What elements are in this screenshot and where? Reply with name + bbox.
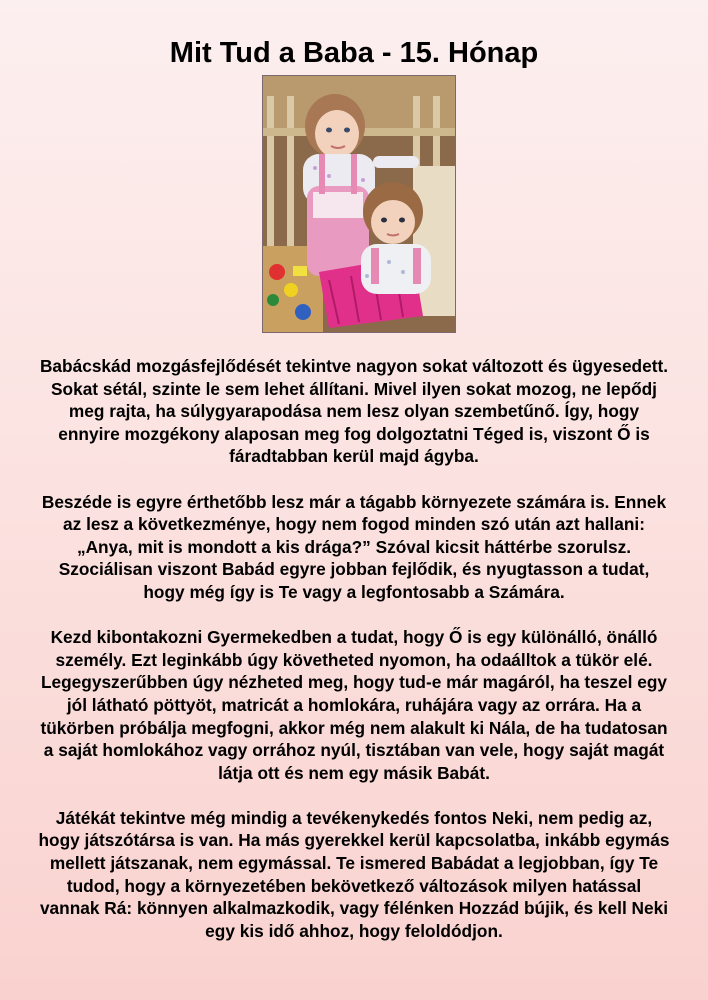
page-title: Mit Tud a Baba - 15. Hónap (169, 37, 539, 70)
paragraph-motor-development: Babácskád mozgásfejlődését tekintve nagyon sokat változott és ügyesedett. Sokat sétál, szinte le sem lehet állítani. Mivel ilyen sokat mozog, ne lepődj meg rajta, ha súlygyarapodása nem lesz olyan szembetűnő. Így, hogy ennyire mozgékony alaposan meg fog dolgoztatni Téged is, viszont Ő is fáradtabban kerül majd ágyba. (39, 356, 669, 467)
paragraph-play: Játékát tekintve még mindig a tevékenykedés fontos Neki, nem pedig az, hogy játszótársa is van. Ha más gyerekkel kerül kapcsolatba, inkább egymás mellett játszanak, nem egymással. Te ismered Babádat a legjobban, így Te tudod, hogy a környezetében bekövetkező változások milyen hatással vannak Rá: könnyen alkalmazkodik, vagy félénken Hozzád bújik, és kell Neki egy kis idő ahhoz, hogy feloldódjon. (38, 807, 670, 941)
paragraph-self-awareness: Kezd kibontakozni Gyermekedben a tudat, hogy Ő is egy különálló, önálló személy. Ezt leginkább úgy követheted nyomon, ha odaálltok a tükör elé. Legegyszerűbben úgy nézheted meg, hogy tud-e már magáról, ha teszel egy jól látható pöttyöt, matricát a homlokára, ruhájára vagy az orrára. Ha a tükörben próbálja megfogni, akkor még nem alakult ki Nála, de ha tudatosan a saját homlokához vagy orrához nyúl, tisztában van vele, hogy saját magát látja ott és nem egy másik Babát. (40, 627, 668, 783)
paragraph-speech: Beszéde is egyre érthetőbb lesz már a tágabb környezete számára is. Ennek az lesz a következménye, hogy nem fogod minden szó után azt hallani: „Anya, mit is mondott a kis drága?” Szóval kicsit háttérbe szorulsz. Szociálisan viszont Babád egyre jobban fejlődik, és nyugtasson a tudat, hogy még így is Te vagy a legfontosabb a Számára. (41, 491, 667, 602)
photo-two-toddlers-in-crib-icon (263, 76, 455, 332)
toddlers-photo (262, 75, 456, 333)
article-body (36, 355, 672, 942)
